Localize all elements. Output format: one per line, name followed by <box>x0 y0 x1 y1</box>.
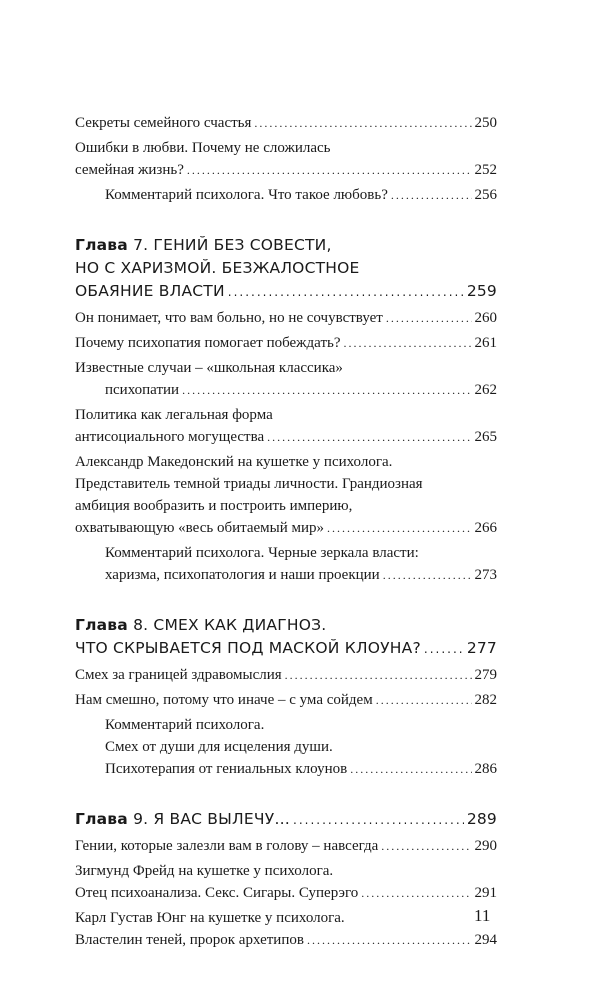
chapter-title: 8. СМЕХ КАК ДИАГНОЗ. <box>133 616 327 634</box>
toc-entry <box>75 404 497 448</box>
entry-page: 279 <box>474 667 497 683</box>
entry-page: 286 <box>474 761 497 777</box>
chapter-page: 277 <box>466 639 497 657</box>
entry-title: охватывающую «весь обитаемый мир» <box>75 520 325 536</box>
entry-title: Комментарий психолога. <box>105 717 265 733</box>
entry-page: 265 <box>474 429 497 445</box>
entry-title: Политика как легальная форма <box>75 407 273 423</box>
chapter-label: Глава <box>75 236 128 254</box>
entry-title: антисоциального могущества <box>75 429 265 445</box>
chapter-title: ОБАЯНИЕ ВЛАСТИ <box>75 282 225 300</box>
dot-leader <box>383 564 472 586</box>
entry-page: 266 <box>474 520 497 536</box>
dot-leader <box>381 835 471 857</box>
entry-page: 273 <box>474 567 497 583</box>
toc-subentry <box>75 714 497 780</box>
toc-entry <box>75 835 497 857</box>
toc-subentry <box>75 184 497 206</box>
entry-title: Смех за границей здравомыслия <box>75 667 282 683</box>
dot-leader <box>376 689 472 711</box>
chapter-title: 9. Я ВАС ВЫЛЕЧУ… <box>133 810 291 828</box>
table-of-contents <box>75 112 497 954</box>
entry-page: 262 <box>474 382 497 398</box>
dot-leader <box>293 809 464 832</box>
entry-title: Он понимает, что вам больно, но не сочувствует <box>75 310 383 326</box>
dot-leader <box>228 281 464 304</box>
dot-leader <box>267 426 471 448</box>
toc-entry <box>75 137 497 181</box>
entry-title: Комментарий психолога. Черные зеркала власти: <box>105 545 419 561</box>
entry-title: Зигмунд Фрейд на кушетке у психолога. <box>75 863 334 879</box>
entry-title: Психотерапия от гениальных клоунов <box>105 761 348 777</box>
chapter-title: ЧТО СКРЫВАЕТСЯ ПОД МАСКОЙ КЛОУНА? <box>75 639 421 657</box>
chapter-heading <box>75 614 497 661</box>
toc-entry <box>75 860 497 904</box>
chapter-title: 7. ГЕНИЙ БЕЗ СОВЕСТИ, <box>133 236 332 254</box>
entry-title: Представитель темной триады личности. Грандиозная <box>75 476 423 492</box>
dot-leader <box>182 379 471 401</box>
dot-leader <box>344 332 472 354</box>
entry-title: семейная жизнь? <box>75 162 184 178</box>
dot-leader <box>391 184 472 206</box>
entry-page: 294 <box>474 932 497 948</box>
entry-page: 282 <box>474 692 497 708</box>
toc-entry <box>75 907 497 951</box>
entry-title: Гении, которые залезли вам в голову – навсегда <box>75 838 379 854</box>
entry-page: 256 <box>474 187 497 203</box>
entry-title: амбиция вообразить и построить империю, <box>75 498 353 514</box>
entry-title: Карл Густав Юнг на кушетке у психолога. <box>75 910 345 926</box>
entry-title: психопатии <box>105 382 180 398</box>
entry-title: Александр Македонский на кушетке у психолога. <box>75 454 393 470</box>
dot-leader <box>307 929 472 951</box>
dot-leader <box>386 307 472 329</box>
entry-title: Смех от души для исцеления души. <box>105 739 333 755</box>
entry-title: Отец психоанализа. Секс. Сигары. Суперэго <box>75 885 359 901</box>
chapter-heading <box>75 808 497 832</box>
entry-title: Комментарий психолога. Что такое любовь? <box>105 187 388 203</box>
entry-page: 291 <box>474 885 497 901</box>
dot-leader <box>424 638 464 661</box>
toc-entry <box>75 451 497 539</box>
toc-entry <box>75 112 497 134</box>
entry-page: 290 <box>474 838 497 854</box>
toc-entry <box>75 307 497 329</box>
dot-leader <box>285 664 472 686</box>
entry-title: Ошибки в любви. Почему не сложилась <box>75 140 331 156</box>
entry-title: Секреты семейного счастья <box>75 115 252 131</box>
toc-entry <box>75 664 497 686</box>
toc-entry <box>75 332 497 354</box>
entry-title: Властелин теней, пророк архетипов <box>75 932 304 948</box>
dot-leader <box>350 758 471 780</box>
chapter-page: 289 <box>466 810 497 828</box>
toc-subentry <box>75 542 497 586</box>
chapter-label: Глава <box>75 616 128 634</box>
dot-leader <box>187 159 472 181</box>
page-number: 11 <box>474 906 491 925</box>
toc-entry <box>75 689 497 711</box>
dot-leader <box>361 882 471 904</box>
chapter-heading <box>75 234 497 304</box>
entry-page: 260 <box>474 310 497 326</box>
entry-title: Известные случаи – «школьная классика» <box>75 360 343 376</box>
chapter-title: НО С ХАРИЗМОЙ. БЕЗЖАЛОСТНОЕ <box>75 259 360 277</box>
entry-page: 250 <box>474 115 497 131</box>
entry-title: Почему психопатия помогает побеждать? <box>75 335 341 351</box>
chapter-page: 259 <box>466 282 497 300</box>
entry-title: харизма, психопатология и наши проекции <box>105 567 380 583</box>
dot-leader <box>254 112 471 134</box>
entry-title: Нам смешно, потому что иначе – с ума сойдем <box>75 692 373 708</box>
toc-entry <box>75 357 497 401</box>
chapter-label: Глава <box>75 810 128 828</box>
entry-page: 261 <box>474 335 497 351</box>
entry-page: 252 <box>474 162 497 178</box>
dot-leader <box>327 517 471 539</box>
